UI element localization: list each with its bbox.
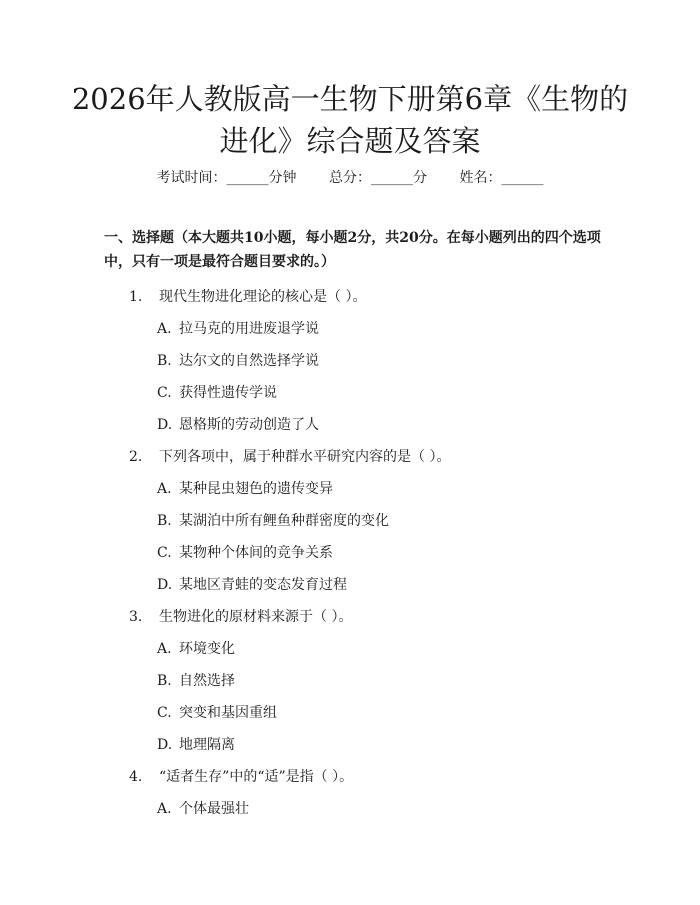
question-text: 生物进化的原材料来源于（ ）。	[159, 609, 353, 625]
option-text: 环境变化	[179, 641, 235, 657]
option-2a	[157, 479, 333, 499]
option-letter: A.	[157, 641, 172, 657]
option-letter: C.	[157, 385, 172, 401]
question-text: 现代生物进化理论的核心是（ ）。	[159, 289, 367, 305]
option-letter: C.	[157, 705, 172, 721]
option-text: 个体最强壮	[179, 801, 249, 817]
option-letter: A.	[157, 801, 172, 817]
question-text: “适者生存”中的“适”是指（ ）。	[159, 769, 354, 785]
section-heading: 一、选择题（本大题共10小题，每小题2分，共20分。在每小题列出的四个选项中，只有一项是最符合题目要求的。）	[104, 230, 601, 270]
question-number: 1.	[129, 289, 143, 305]
option-3d	[157, 735, 235, 755]
question-3	[129, 607, 352, 627]
option-2c	[157, 543, 333, 563]
option-1d	[157, 415, 319, 435]
question-number: 3.	[129, 609, 143, 625]
option-text: 获得性遗传学说	[179, 385, 277, 401]
student-name: 姓名：______	[459, 170, 544, 186]
option-text: 突变和基因重组	[179, 705, 277, 721]
question-number: 4.	[129, 769, 143, 785]
question-1	[129, 287, 366, 307]
document-title	[0, 78, 700, 162]
option-text: 自然选择	[179, 673, 235, 689]
title-line-2: 进化》综合题及答案	[219, 124, 481, 158]
title-line-1: 2026年人教版高一生物下册第6章《生物的	[71, 82, 629, 116]
option-1a	[157, 319, 319, 339]
question-number: 2.	[129, 449, 143, 465]
option-letter: C.	[157, 545, 172, 561]
option-3c	[157, 703, 277, 723]
option-text: 恩格斯的劳动创造了人	[179, 417, 319, 433]
option-text: 达尔文的自然选择学说	[179, 353, 319, 369]
option-text: 拉马克的用进废退学说	[179, 321, 319, 337]
option-1b	[157, 351, 319, 371]
question-2	[129, 447, 450, 467]
question-4	[129, 767, 353, 787]
option-text: 某湖泊中所有鲤鱼种群密度的变化	[179, 513, 389, 529]
option-text: 地理隔离	[179, 737, 235, 753]
option-3b	[157, 671, 235, 691]
question-text: 下列各项中，属于种群水平研究内容的是（ ）。	[159, 449, 451, 465]
option-3a	[157, 639, 235, 659]
option-letter: B.	[157, 673, 172, 689]
option-text: 某地区青蛙的变态发育过程	[179, 577, 347, 593]
total-score: 总分：______分	[329, 170, 427, 186]
option-2b	[157, 511, 389, 531]
option-letter: D.	[157, 417, 173, 433]
option-text: 某物种个体间的竞争关系	[179, 545, 333, 561]
option-letter: A.	[157, 481, 172, 497]
exam-meta	[0, 168, 700, 188]
option-letter: A.	[157, 321, 172, 337]
option-letter: B.	[157, 513, 172, 529]
option-1c	[157, 383, 277, 403]
option-2d	[157, 575, 347, 595]
option-letter: B.	[157, 353, 172, 369]
option-letter: D.	[157, 737, 173, 753]
option-text: 某种昆虫翅色的遗传变异	[179, 481, 333, 497]
exam-time: 考试时间：______分钟	[156, 170, 297, 186]
option-letter: D.	[157, 577, 173, 593]
option-4a	[157, 799, 249, 819]
